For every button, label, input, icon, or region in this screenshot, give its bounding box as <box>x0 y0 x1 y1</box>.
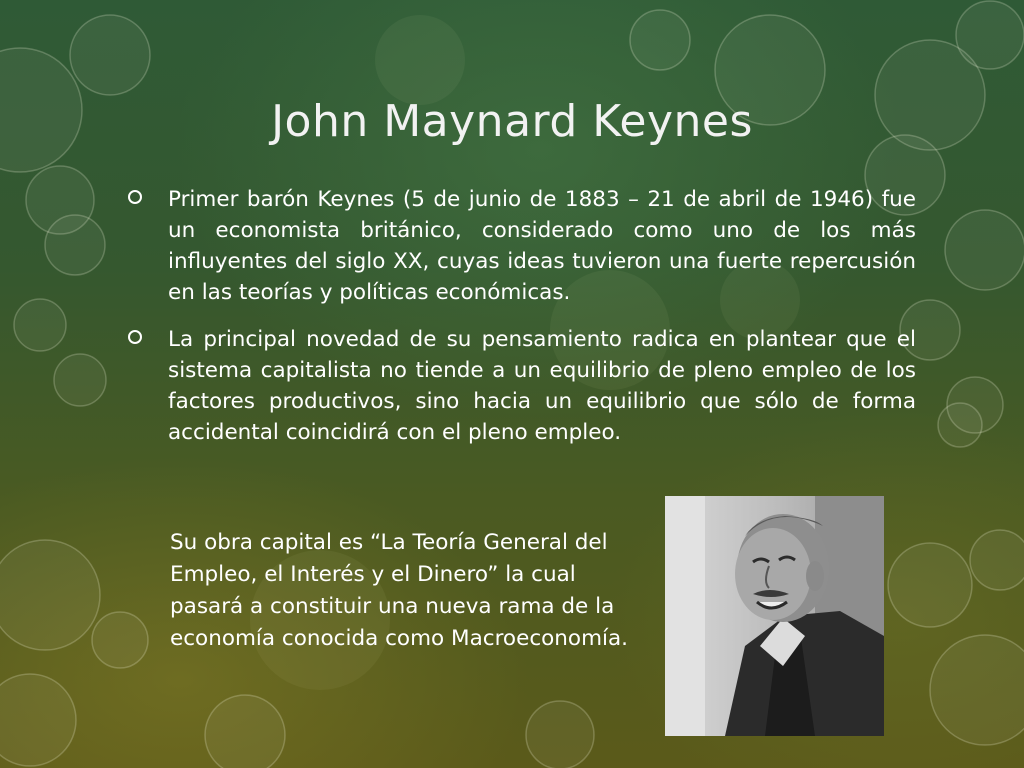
bullet-item <box>126 184 916 308</box>
portrait-photo <box>665 496 884 736</box>
slide-title: John Maynard Keynes <box>271 96 753 147</box>
book-caption: Su obra capital es “La Teoría General del Empleo, el Interés y el Dinero” la cual pasará a constituir una nueva rama de la economía conocida como Macroeconomía. <box>170 530 628 651</box>
hollow-circle-bullet-icon <box>128 190 142 204</box>
hollow-circle-bullet-icon <box>128 330 142 344</box>
bullet-list <box>126 184 916 464</box>
bullet-text: La principal novedad de su pensamiento radica en plantear que el sistema capitalista no tiende a un equilibrio de pleno empleo de los factores productivos, sino hacia un equilibrio que sólo de forma accidental coincidirá con el pleno empleo. <box>168 327 916 445</box>
bullet-item <box>126 324 916 448</box>
bullet-text: Primer barón Keynes (5 de junio de 1883 – 21 de abril de 1946) fue un economista británico, considerado como uno de los más influyentes del siglo XX, cuyas ideas tuvieron una fuerte repercusión en las teorías y políticas económicas. <box>168 187 916 305</box>
